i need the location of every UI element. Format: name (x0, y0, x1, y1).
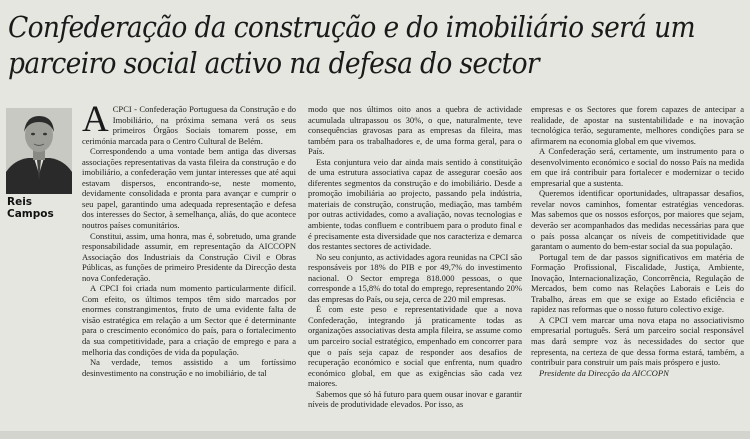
headline-line-1: Confederação da construção e do imobiliário será um (8, 11, 695, 44)
paragraph: CPCI - Confederação Portuguesa da Construção e do Imobiliário, na próxima semana verá os seus primeiros Órgãos Sociais tomarem posse, em cerimónia marcada para o Centro Cultural de Belém. (82, 104, 296, 146)
paragraph: Sabemos que só há futuro para quem ousar inovar e garantir níveis de produtividade elevados. Por isso, as (308, 388, 522, 410)
paragraph: Constitui, assim, uma honra, mas é, sobretudo, uma grande responsabilidade assumir, em representação da AICCOPN Associação dos Industriais da Construção Civil e Obras Públicas, as funções de primeiro Presidente da Direcção desta nova Confederação. (82, 230, 296, 283)
author-name: Reis Campos (7, 196, 54, 220)
author-photo (6, 108, 72, 194)
column-1 (82, 99, 296, 378)
paragraph: É com este peso e representatividade que a nova Confederação, integrando já praticamente todas as organizações associativas desta ampla fileira, se assume como um parceiro social estratégico, empenhado em concorrer para que o país seja capaz de responder aos desafios de recuperação económico e social que enfrenta, num quadro económico global, em que as exigências são cada vez maiores. (308, 304, 522, 389)
bottom-edge (0, 431, 750, 439)
paragraph: Esta conjuntura veio dar ainda mais sentido à constituição de uma estrutura associativa capaz de assegurar coesão aos diferentes segmentos da construção e do imobiliário. Desde a promoção imobiliária ao projecto, passando pela indústria, materiais de construção, construção, mediação, mas também por outras actividades, como a avaliação, novas tecnologias e ambiente, todas confluem e contribuem para o produto final e é precisamente esta diversidade que nos caracteriza e demarca dos restantes sectores de actividade. (308, 156, 522, 252)
paragraph: No seu conjunto, as actividades agora reunidas na CPCI são responsáveis por 18% do PIB e por 49,7% do investimento nacional. O Sector emprega 818.000 pessoas, o que corresponde a 15,8% do total do emprego, representando 20% das empresas do País, ou seja, cerca de 220 mil empresas. (308, 251, 522, 304)
paragraph: A Confederação será, certamente, um instrumento para o desenvolvimento económico e social do nosso País na medida em que irá contribuir para fortalecer e modernizar o tecido empresarial que a sustenta. (531, 146, 744, 188)
paragraph: empresas e os Sectores que forem capazes de antecipar a realidade, de apostar na sustentabilidade e na inovação tecnológica terão, seguramente, melhores condições para se afirmarem na economia global em que vivemos. (531, 104, 744, 146)
headline (8, 10, 695, 82)
dropcap: A (82, 99, 109, 140)
author-portrait-image (6, 108, 72, 194)
paragraph: A CPCI foi criada num momento particularmente difícil. Com efeito, os últimos tempos têm sido marcados por enormes constrangimentos, fruto de uma evidente falta de visão estratégica em relação a um Sector que é determinante para o crescimento económico do país, para o fortalecimento da sua competitividade, para a criação de emprego e para a melhoria das condições de vida da população. (82, 283, 296, 357)
paragraph: Queremos identificar oportunidades, ultrapassar desafios, revelar novos caminhos, fomentar estratégias vencedoras. Mas sabemos que os nossos esforços, por maiores que sejam, deverão ser acompanhados das medidas necessárias para que o país possa alcançar os níveis de competitividade que garantam o aumento do bem-estar social da sua população. (531, 188, 744, 252)
paragraph: Na verdade, temos assistido a um fortíssimo desinvestimento na construção e no imobiliário, de tal (82, 357, 296, 378)
column-3 (531, 104, 744, 378)
signature: Presidente da Direcção da AICCOPN (539, 367, 669, 378)
column-2 (308, 104, 522, 410)
paragraph: A CPCI vem marcar uma nova etapa no associativismo empresarial português. Será um parceiro social responsável mas dará sempre voz às necessidades do sector que representa, na certeza de que dessa forma estará, também, a contribuir para construir um país mais próspero e justo. (531, 314, 744, 368)
headline-line-2: parceiro social activo na defesa do sector (8, 47, 539, 80)
paragraph: Portugal tem de dar passos significativos em matéria de Formação Profissional, Fiscalidade, Justiça, Ambiente, Inovação, Internacionalização, Concorrência, Regulação de Mercados, bem como nas Relações Laborais e Leis do Trabalho, áreas em que se exige ao Estado eficiência e rapidez nas reformas que o nosso futuro colectivo exige. (531, 251, 744, 315)
paragraph: modo que nos últimos oito anos a quebra de actividade acumulada ultrapassou os 30%, o que, naturalmente, teve consequências gravosas para as empresas da fileira, mas também para os trabalhadores e, de uma forma geral, para o País. (308, 104, 522, 157)
paragraph: Correspondendo a uma vontade bem antiga das diversas associações representativas da vasta fileira da construção e do imobiliário, a confederação vem juntar interesses que até aqui estavam dispersos, encontrando-se, neste momento, devidamente consolidada e pronta para avançar e cumprir o seu papel, garantindo uma adequada representação e defesa dos interesses do Sector, à semelhança, aliás, do que acontece noutros países comunitários. (82, 146, 296, 231)
